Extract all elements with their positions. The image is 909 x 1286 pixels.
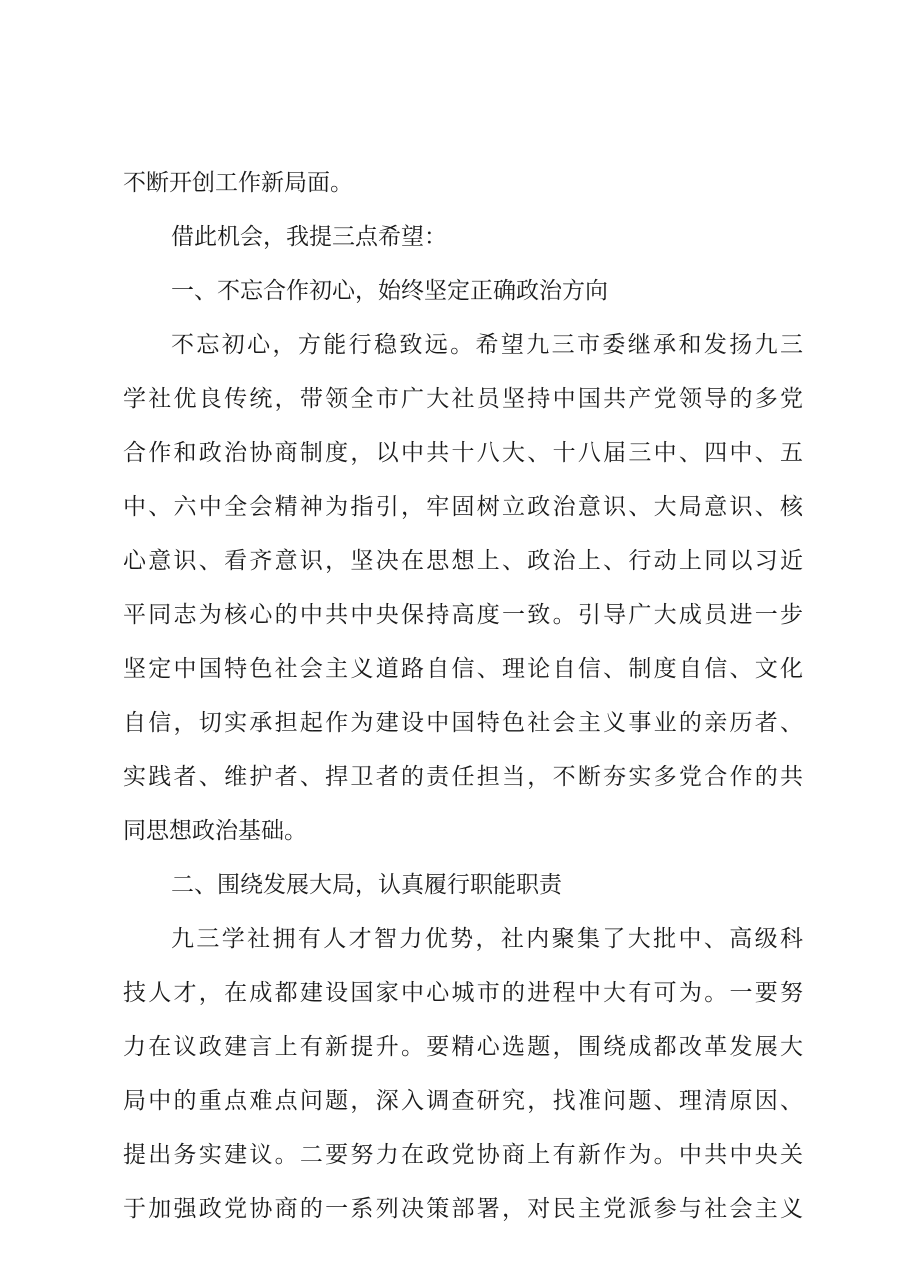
paragraph-line: 提出务实建议。二要努力在政党协商上有新作为。中共中央关 (123, 1142, 803, 1168)
paragraph-line: 局中的重点难点问题，深入调查研究，找准问题、理清原因、 (123, 1088, 803, 1114)
paragraph-line: 平同志为核心的中共中央保持高度一致。引导广大成员进一步 (123, 602, 803, 628)
paragraph-line: 实践者、维护者、捍卫者的责任担当，不断夯实多党合作的共 (123, 764, 803, 790)
paragraph-line: 于加强政党协商的一系列决策部署，对民主党派参与社会主义 (123, 1196, 803, 1222)
paragraph-line: 同思想政治基础。 (123, 818, 307, 844)
paragraph-line: 心意识、看齐意识，坚决在思想上、政治上、行动上同以习近 (123, 548, 803, 574)
paragraph-line: 不忘初心，方能行稳致远。希望九三市委继承和发扬九三 (171, 332, 803, 358)
paragraph-line: 学社优良传统，带领全市广大社员坚持中国共产党领导的多党 (123, 386, 803, 412)
paragraph-line: 合作和政治协商制度，以中共十八大、十八届三中、四中、五 (123, 440, 803, 466)
paragraph-line: 坚定中国特色社会主义道路自信、理论自信、制度自信、文化 (123, 656, 803, 682)
paragraph-line: 中、六中全会精神为指引，牢固树立政治意识、大局意识、核 (123, 494, 803, 520)
paragraph-line: 不断开创工作新局面。 (123, 170, 353, 196)
paragraph-line: 借此机会，我提三点希望： (171, 224, 447, 250)
paragraph-line: 力在议政建言上有新提升。要精心选题，围绕成都改革发展大 (123, 1034, 803, 1060)
paragraph-line: 技人才，在成都建设国家中心城市的进程中大有可为。一要努 (123, 980, 803, 1006)
paragraph-line: 自信，切实承担起作为建设中国特色社会主义事业的亲历者、 (123, 710, 803, 736)
paragraph-line: 九三学社拥有人才智力优势，社内聚集了大批中、高级科 (171, 926, 803, 952)
section-heading: 一、不忘合作初心，始终坚定正确政治方向 (171, 278, 608, 304)
section-heading: 二、围绕发展大局，认真履行职能职责 (171, 872, 562, 898)
